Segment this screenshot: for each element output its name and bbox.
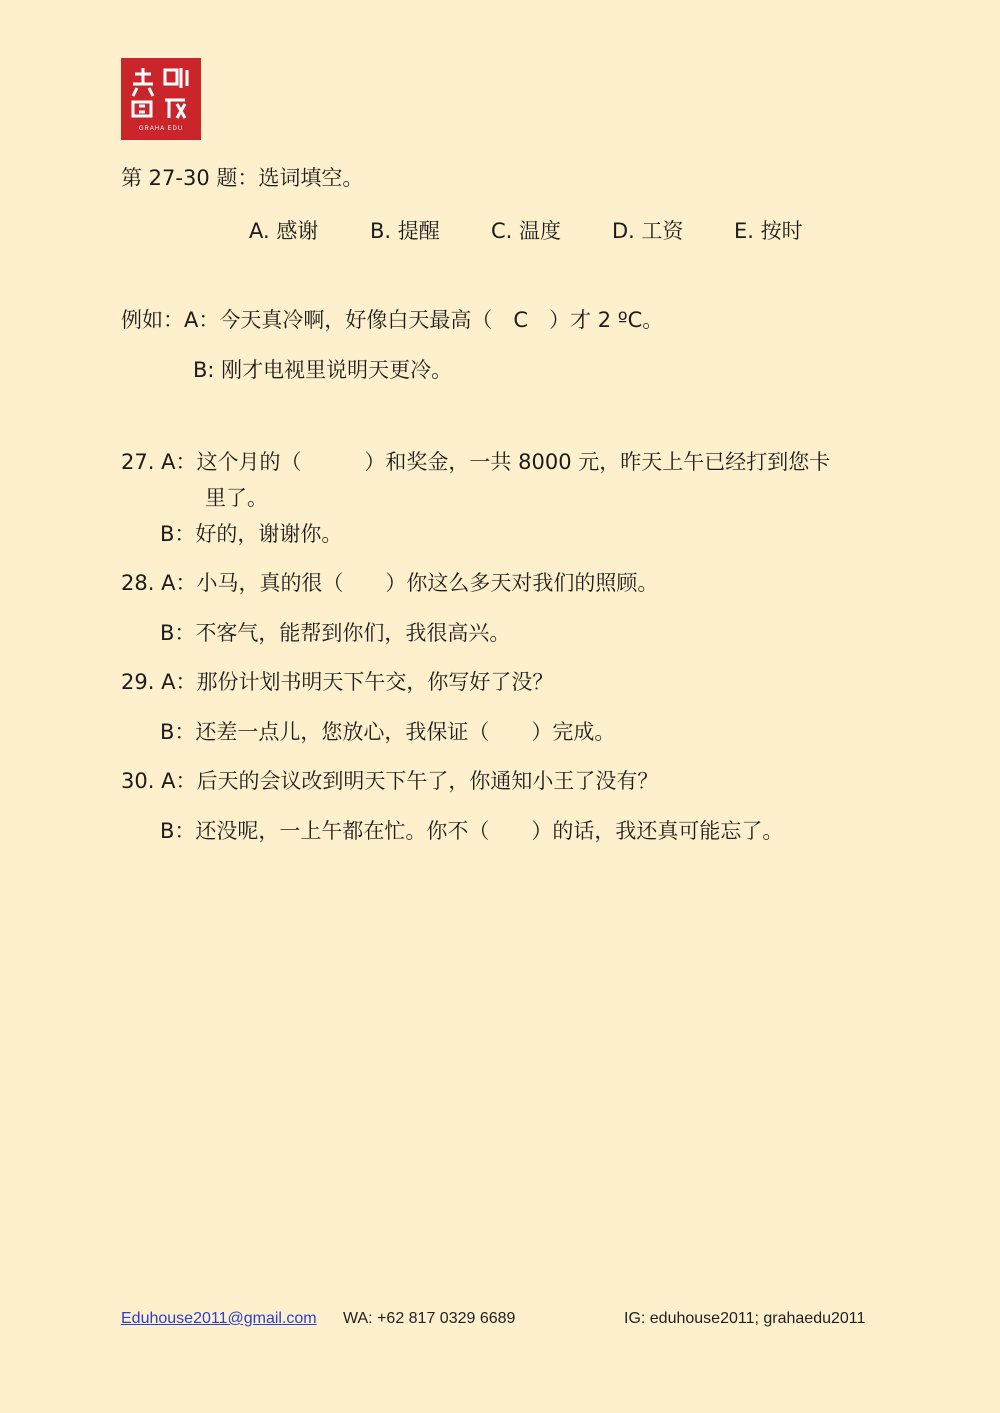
question-28-a: 28. A：小马，真的很（ ）你这么多天对我们的照顾。 — [121, 571, 659, 595]
option-d: D. 工资 — [612, 219, 684, 243]
email-link[interactable]: Eduhouse2011@gmail.com — [121, 1310, 317, 1327]
example-line-b: B: 刚才电视里说明天更冷。 — [193, 358, 453, 382]
example-line-a: 例如：A：今天真冷啊，好像白天最高（ C ）才 2 ºC。 — [121, 308, 664, 332]
question-30-b: B：还没呢，一上午都在忙。你不（ ）的话，我还真可能忘了。 — [160, 819, 784, 843]
question-27-a-cont: 里了。 — [205, 486, 268, 510]
option-b: B. 提醒 — [370, 219, 440, 243]
option-e: E. 按时 — [734, 219, 803, 243]
footer-instagram: IG: eduhouse2011; grahaedu2011 — [624, 1310, 866, 1327]
footer-whatsapp: WA: +62 817 0329 6689 — [343, 1310, 516, 1327]
footer-email[interactable] — [121, 1310, 317, 1328]
question-30-a: 30. A：后天的会议改到明天下午了，你通知小王了没有？ — [121, 769, 659, 793]
question-29-a: 29. A：那份计划书明天下午交，你写好了没？ — [121, 670, 554, 694]
option-a: A. 感谢 — [249, 219, 319, 243]
option-c: C. 温度 — [491, 219, 562, 243]
question-29-b: B：还差一点儿，您放心，我保证（ ）完成。 — [160, 720, 616, 744]
question-27-b: B：好的，谢谢你。 — [160, 522, 343, 546]
question-27-a: 27. A：这个月的（ ）和奖金，一共 8000 元，昨天上午已经打到您卡 — [121, 450, 831, 474]
logo-caption: GRAHA EDU — [138, 126, 184, 132]
instruction-heading: 第 27-30 题：选词填空。 — [121, 166, 364, 190]
graha-edu-logo — [121, 58, 201, 140]
question-28-b: B：不客气，能帮到你们，我很高兴。 — [160, 621, 511, 645]
logo-seal-icon — [121, 58, 201, 128]
